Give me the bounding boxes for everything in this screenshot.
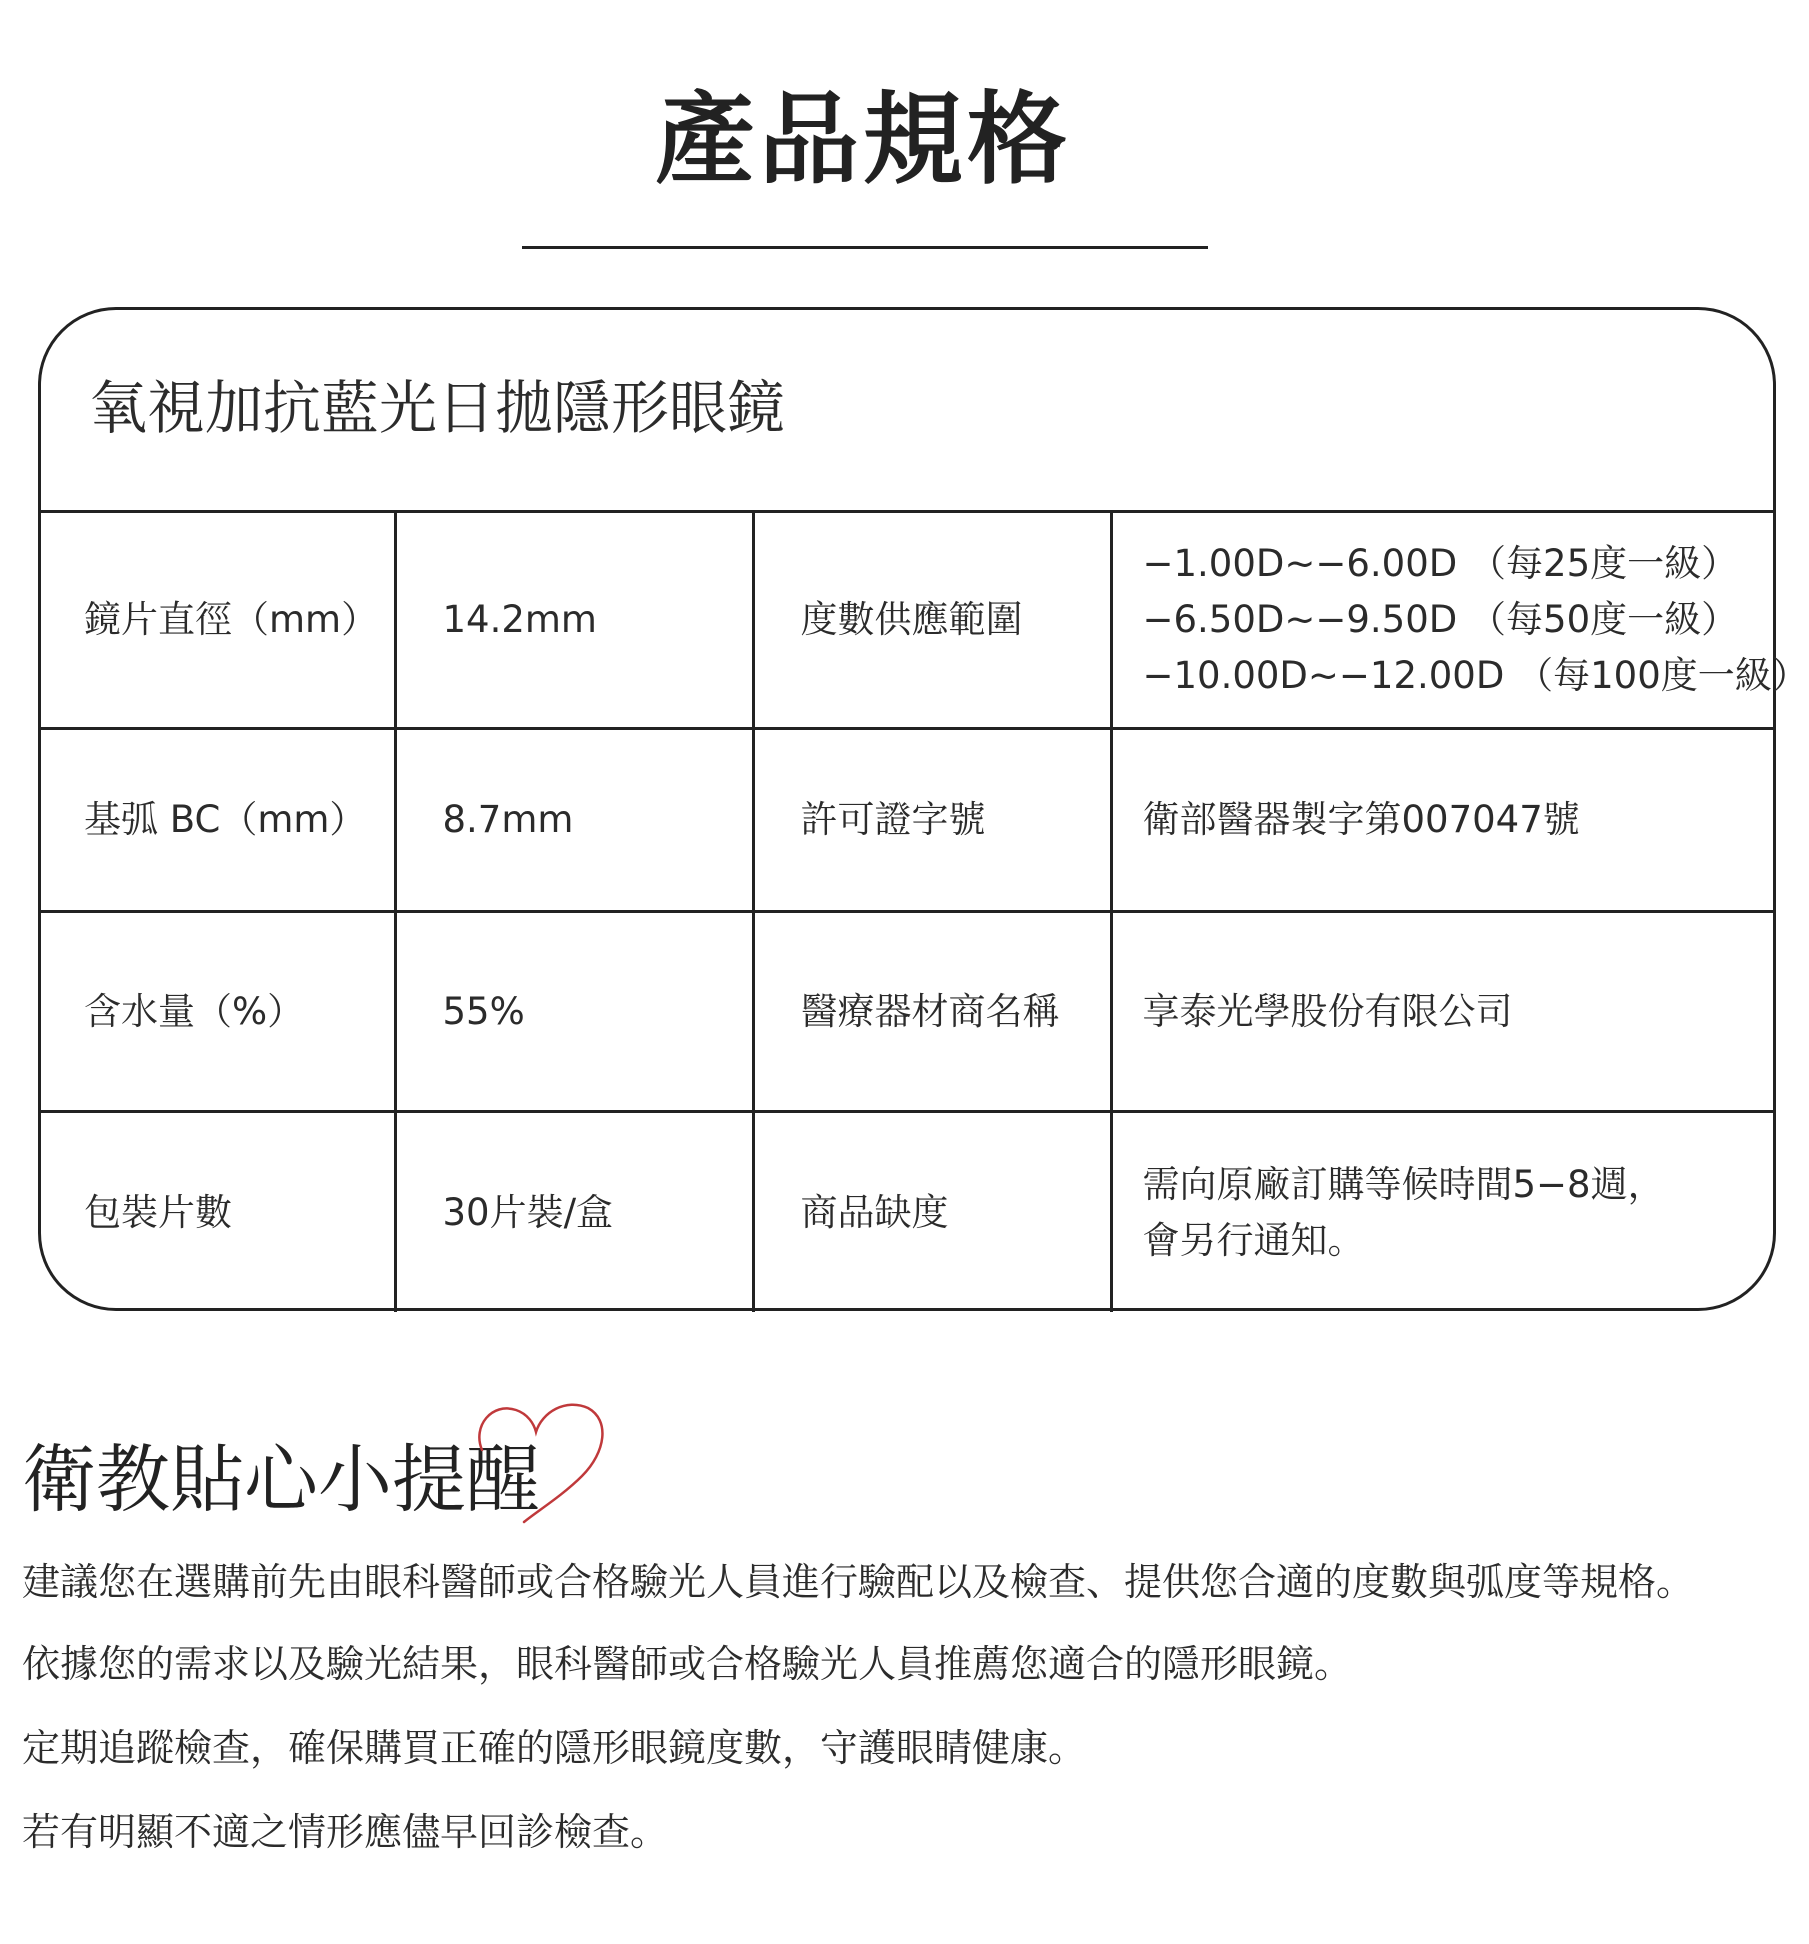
title-divider xyxy=(522,246,1208,249)
tip-line: 建議您在選購前先由眼科醫師或合格驗光人員進行驗配以及檢查、提供您合適的度數與弧度等規格。 xyxy=(22,1560,1695,1604)
spec-table xyxy=(38,510,1809,1312)
water-label: 含水量（%） xyxy=(38,912,395,1112)
stock-label: 商品缺度 xyxy=(753,1112,1111,1313)
stock-note-line: 需向原廠訂購等候時間5−8週， xyxy=(1142,1162,1665,1206)
heart-outline-icon xyxy=(470,1396,610,1526)
tip-line: 依據您的需求以及驗光結果，眼科醫師或合格驗光人員推薦您適合的隱形眼鏡。 xyxy=(22,1642,1353,1686)
power-range-span: −6.50D~−9.50D xyxy=(1142,598,1458,641)
package-label: 包裝片數 xyxy=(38,1112,395,1313)
power-range-span: −1.00D~−6.00D xyxy=(1142,542,1458,585)
spec-card xyxy=(38,307,1809,1311)
table-row xyxy=(38,729,1776,912)
power-range-step: （每25度一級） xyxy=(1469,542,1739,585)
table-row xyxy=(38,512,1776,729)
power-range-step: （每50度一級） xyxy=(1469,598,1739,641)
bc-label: 基弧 BC（mm） xyxy=(38,729,395,912)
license-label: 許可證字號 xyxy=(753,729,1111,912)
license-value: 衛部醫器製字第007047號 xyxy=(1111,729,1776,912)
power-range-label: 度數供應範圍 xyxy=(753,512,1111,729)
maker-value: 享泰光學股份有限公司 xyxy=(1111,912,1776,1112)
maker-label: 醫療器材商名稱 xyxy=(753,912,1111,1112)
power-range-span: −10.00D~−12.00D xyxy=(1142,654,1505,697)
diameter-label: 鏡片直徑（mm） xyxy=(38,512,395,729)
tips-heading: 衛教貼心小提醒 xyxy=(22,1437,540,1523)
bc-value: 8.7mm xyxy=(395,729,753,912)
water-value: 55% xyxy=(395,912,753,1112)
power-range-value xyxy=(1111,512,1809,729)
diameter-value: 14.2mm xyxy=(395,512,753,729)
page-title: 產品規格 xyxy=(655,81,1071,198)
power-range-line xyxy=(1143,592,1777,648)
stock-note-line: 會另行通知。 xyxy=(1142,1218,1365,1262)
table-row xyxy=(38,912,1776,1112)
power-range-line xyxy=(1143,536,1777,592)
table-row xyxy=(38,1112,1776,1313)
package-value: 30片裝/盒 xyxy=(395,1112,753,1313)
tip-line: 若有明顯不適之情形應儘早回診檢查。 xyxy=(22,1810,669,1854)
power-range-step: （每100度一級） xyxy=(1516,654,1809,697)
stock-note xyxy=(1111,1112,1776,1313)
tip-line: 定期追蹤檢查，確保購買正確的隱形眼鏡度數，守護眼睛健康。 xyxy=(22,1726,1087,1770)
power-range-line xyxy=(1142,648,1809,704)
product-name: 氧視加抗藍光日拋隱形眼鏡 xyxy=(89,374,786,442)
